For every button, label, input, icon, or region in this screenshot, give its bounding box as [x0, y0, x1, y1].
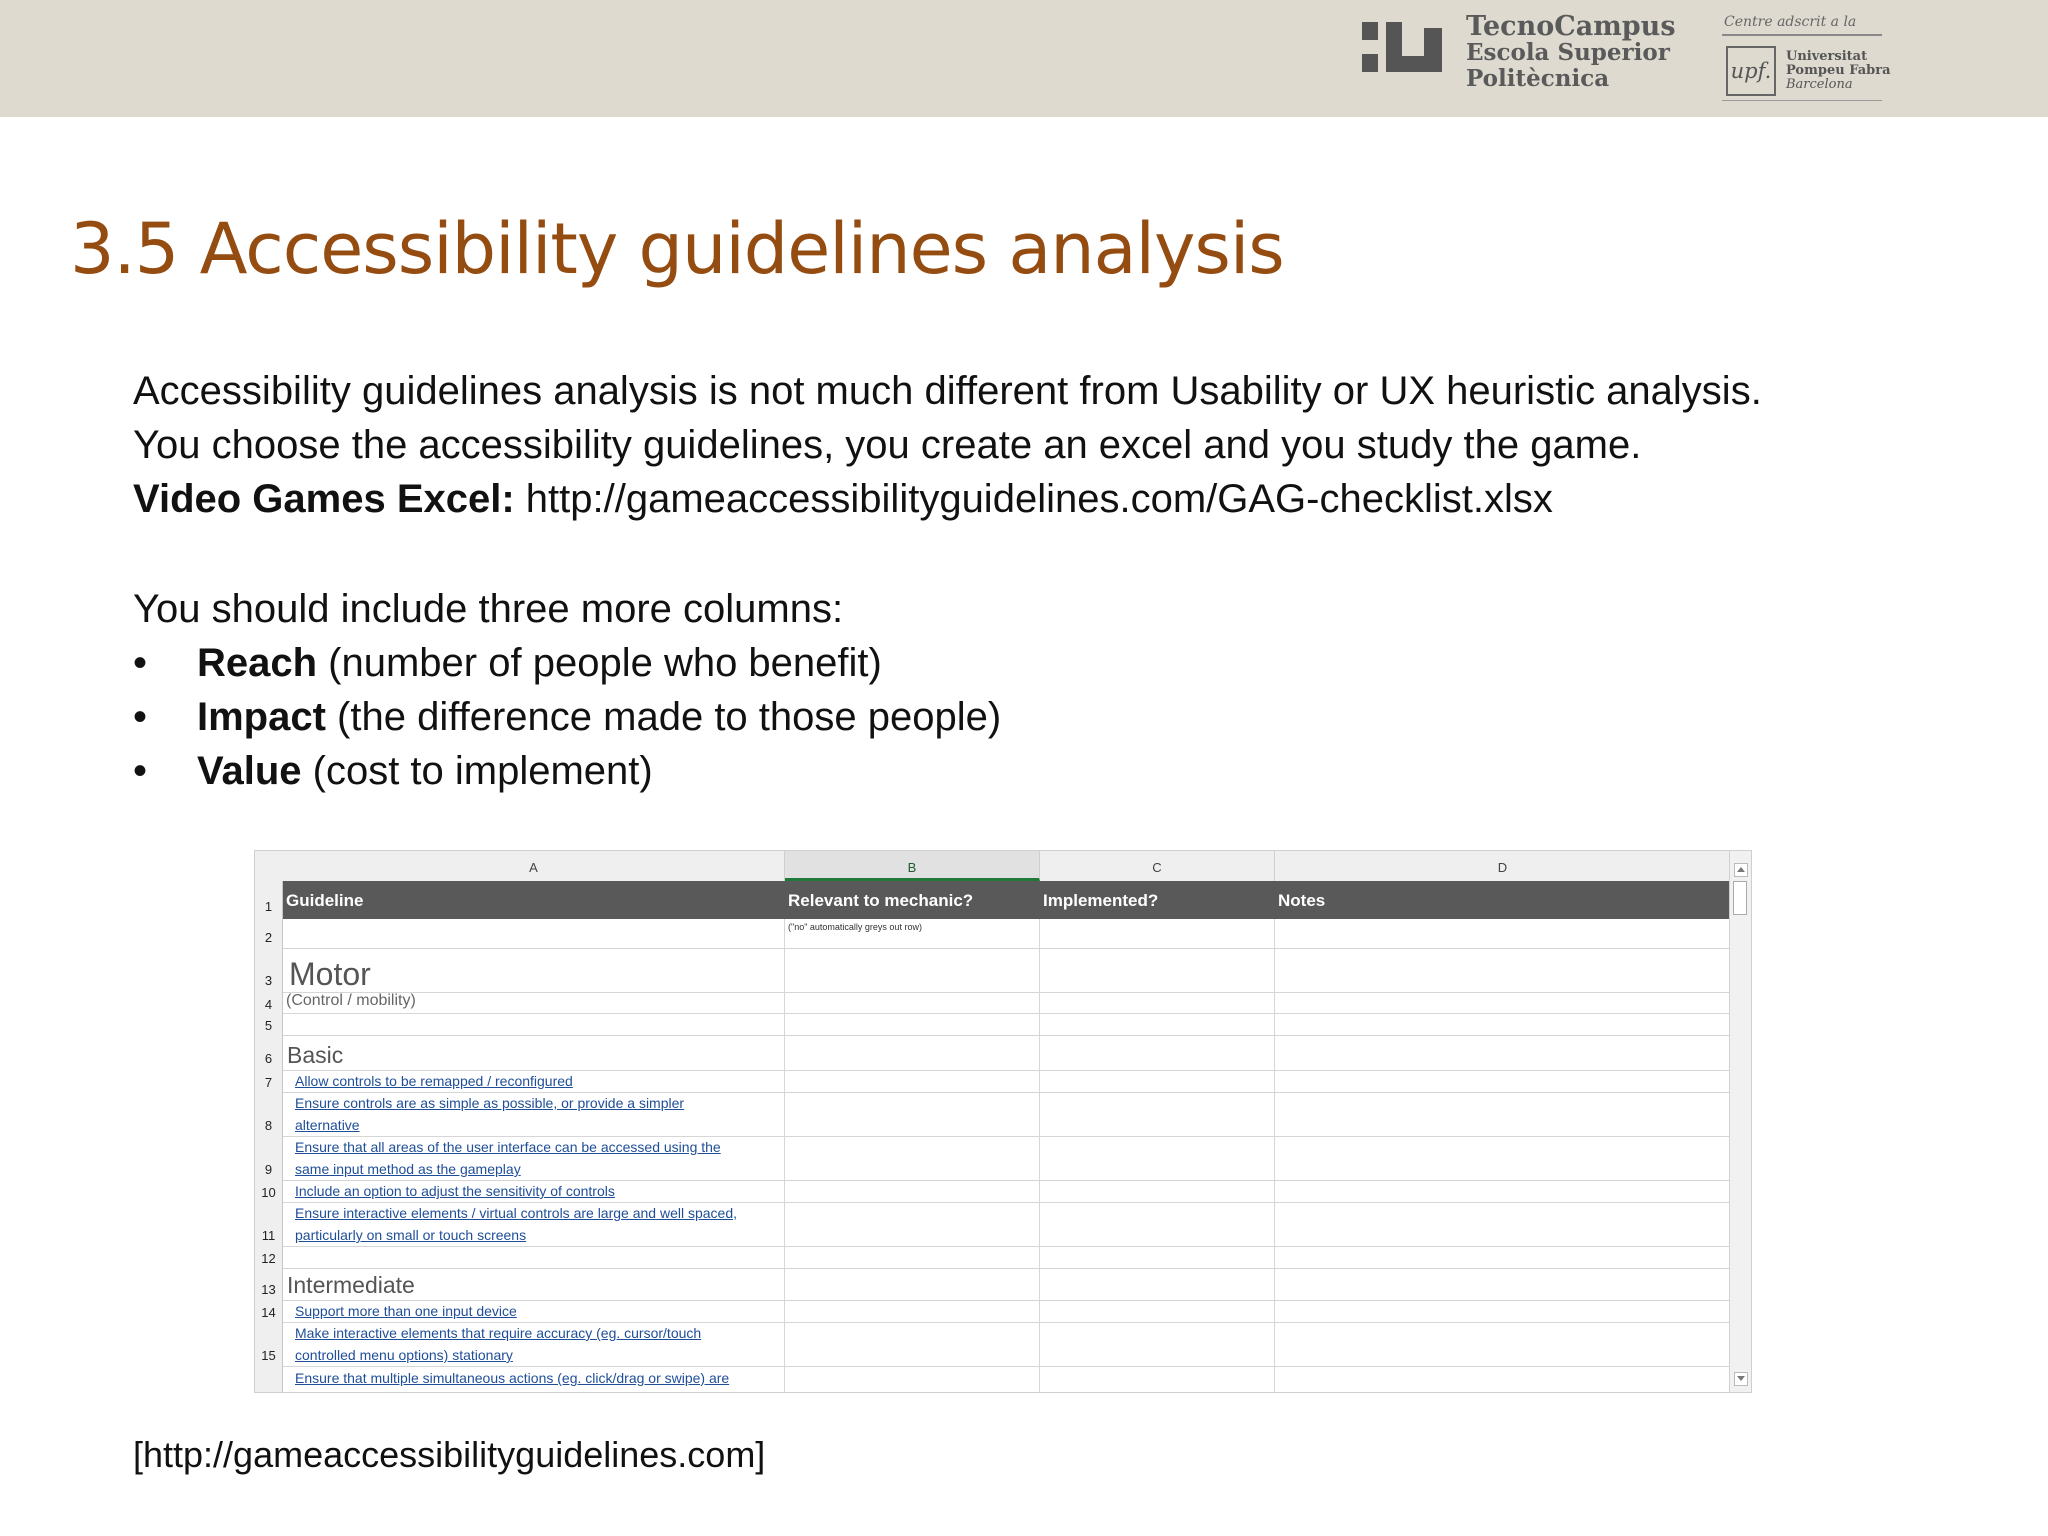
upf-caption: Centre adscrit a la — [1724, 14, 1857, 30]
cell[interactable] — [1275, 1269, 1730, 1300]
row-number[interactable]: 6 — [264, 1051, 273, 1066]
row-number[interactable]: 3 — [264, 973, 273, 988]
cell[interactable] — [785, 1269, 1040, 1300]
cell[interactable] — [1275, 1093, 1730, 1136]
table-row — [283, 949, 1729, 993]
header-implemented[interactable]: Implemented? — [1043, 891, 1159, 910]
cell[interactable] — [785, 949, 1040, 992]
section-intermediate: Intermediate — [287, 1272, 415, 1298]
grey-out-note: ("no" automatically greys out row) — [788, 922, 922, 932]
bullet-icon: • — [133, 749, 148, 793]
guideline-link[interactable]: Ensure interactive elements / virtual controls are large and well spaced, — [295, 1205, 737, 1221]
cell[interactable] — [785, 1036, 1040, 1070]
bullet-icon: • — [133, 695, 148, 739]
cell[interactable] — [283, 1247, 785, 1268]
cell[interactable] — [785, 1071, 1040, 1092]
row-number[interactable]: 11 — [261, 1228, 276, 1243]
guideline-link[interactable]: particularly on small or touch screens — [295, 1227, 527, 1243]
guideline-link[interactable]: Ensure that all areas of the user interface can be accessed using the — [295, 1139, 721, 1155]
cell[interactable] — [1040, 1014, 1275, 1035]
row-number[interactable]: 7 — [264, 1075, 273, 1090]
cell[interactable] — [1040, 1247, 1275, 1268]
excel-line — [133, 472, 1762, 526]
row-number[interactable]: 14 — [261, 1305, 276, 1320]
cell[interactable] — [785, 1181, 1040, 1202]
column-headers — [255, 851, 1729, 882]
excel-url: http://gameaccessibilityguidelines.com/GAG-checklist.xlsx — [514, 477, 1553, 521]
column-header-d[interactable]: D — [1497, 860, 1508, 875]
upf-divider — [1722, 34, 1882, 36]
table-row — [283, 1367, 1729, 1393]
cell[interactable] — [785, 1014, 1040, 1035]
scroll-up-icon[interactable] — [1734, 863, 1748, 877]
cell[interactable] — [1040, 1137, 1275, 1180]
cell[interactable] — [785, 993, 1040, 1013]
bullet-impact — [133, 690, 1762, 744]
cell[interactable] — [283, 949, 785, 992]
cell[interactable] — [1040, 1203, 1275, 1246]
header-band — [0, 0, 2048, 117]
cell[interactable] — [1040, 1269, 1275, 1300]
cell[interactable] — [283, 1181, 785, 1202]
bullet-value-bold: Value — [197, 749, 302, 793]
section-basic: Basic — [287, 1042, 344, 1068]
cell[interactable] — [283, 1014, 785, 1035]
guideline-link[interactable]: Include an option to adjust the sensitivity of controls — [295, 1183, 615, 1199]
tecnocampus-line1: TecnoCampus — [1466, 11, 1676, 42]
cell[interactable] — [283, 993, 785, 1013]
cell[interactable] — [283, 1323, 785, 1366]
cell[interactable] — [1040, 1036, 1275, 1070]
guideline-link[interactable]: Allow controls to be remapped / reconfigured — [295, 1073, 573, 1089]
upf-line1: Universitat — [1786, 49, 1868, 64]
guideline-link[interactable]: Make interactive elements that require accuracy (eg. cursor/touch — [295, 1325, 702, 1341]
columns-intro: You should include three more columns: — [133, 587, 844, 631]
table-header-row — [283, 881, 1729, 919]
header-guideline[interactable]: Guideline — [286, 891, 364, 910]
cell[interactable] — [785, 1093, 1040, 1136]
bullet-reach-text: (number of people who benefit) — [317, 641, 882, 685]
guideline-link[interactable]: same input method as the gameplay — [295, 1161, 521, 1177]
scroll-down-icon[interactable] — [1734, 1372, 1748, 1386]
cell[interactable] — [283, 1203, 785, 1246]
cell[interactable] — [1040, 993, 1275, 1013]
section-motor: Motor — [289, 956, 371, 992]
cell[interactable] — [1040, 919, 1275, 948]
cell[interactable] — [785, 1247, 1040, 1268]
spreadsheet-image — [254, 850, 1752, 1393]
row-number[interactable]: 10 — [261, 1185, 276, 1200]
cell[interactable] — [1275, 1323, 1730, 1366]
cell[interactable] — [1040, 949, 1275, 992]
table-row — [283, 1203, 1729, 1247]
guideline-link[interactable]: Support more than one input device — [295, 1303, 517, 1319]
row-number[interactable]: 9 — [264, 1162, 273, 1177]
column-header-b[interactable]: B — [785, 851, 1040, 881]
table-row — [283, 919, 1729, 949]
cell[interactable] — [1275, 1181, 1730, 1202]
tecnocampus-logo-icon — [1360, 18, 1444, 78]
table-row — [283, 993, 1729, 1014]
cell[interactable] — [1040, 1093, 1275, 1136]
table-row — [283, 1014, 1729, 1036]
guideline-link[interactable]: Ensure controls are as simple as possible, or provide a simpler — [295, 1095, 685, 1111]
row-number[interactable]: 4 — [264, 997, 273, 1012]
cell[interactable] — [283, 1093, 785, 1136]
row-number[interactable]: 8 — [264, 1118, 273, 1133]
guideline-link[interactable]: Ensure that multiple simultaneous actions (eg. click/drag or swipe) are — [295, 1370, 730, 1386]
cell[interactable] — [1275, 919, 1730, 948]
guideline-link[interactable]: controlled menu options) stationary — [295, 1347, 513, 1363]
row-number[interactable]: 1 — [264, 899, 273, 914]
table-row — [283, 1247, 1729, 1269]
cell[interactable] — [283, 1071, 785, 1092]
cell[interactable] — [785, 1203, 1040, 1246]
cell[interactable] — [1040, 1367, 1275, 1393]
tecnocampus-line2: Escola Superior — [1466, 39, 1670, 66]
upf-divider-bottom — [1722, 100, 1882, 101]
bullet-value-text: (cost to implement) — [301, 749, 653, 793]
column-header-c[interactable]: C — [1040, 851, 1275, 881]
bullet-value — [133, 744, 1762, 798]
bullet-reach-bold: Reach — [197, 641, 318, 685]
row-number[interactable]: 12 — [261, 1251, 276, 1266]
cell[interactable] — [1275, 1367, 1730, 1393]
row-headers — [255, 881, 283, 1392]
cell[interactable] — [283, 1367, 785, 1393]
tecnocampus-name — [1466, 11, 1676, 92]
column-header-a[interactable]: A — [283, 851, 785, 881]
cell[interactable] — [785, 919, 1040, 948]
cell[interactable] — [283, 1269, 785, 1300]
paragraph-2: You choose the accessibility guidelines, you create an excel and you study the game. — [133, 423, 1642, 467]
cell[interactable] — [1275, 993, 1730, 1013]
sheet-grid — [283, 881, 1729, 1392]
slide-body — [133, 364, 1762, 798]
row-number[interactable]: 2 — [264, 930, 273, 945]
cell[interactable] — [1275, 1247, 1730, 1268]
guideline-link[interactable]: alternative — [295, 1117, 360, 1133]
cell[interactable] — [283, 1036, 785, 1070]
bullet-icon: • — [133, 641, 148, 685]
bullet-impact-text: (the difference made to those people) — [325, 695, 1002, 739]
table-row — [283, 1071, 1729, 1093]
vertical-scrollbar[interactable] — [1729, 851, 1751, 1392]
upf-logo-icon: upf. — [1726, 46, 1776, 96]
cell[interactable] — [1275, 1036, 1730, 1070]
upf-line3: Barcelona — [1786, 77, 1853, 92]
slide-title: 3.5 Accessibility guidelines analysis — [70, 208, 1284, 290]
cell[interactable] — [785, 1301, 1040, 1322]
cell[interactable] — [1275, 949, 1730, 992]
cell[interactable] — [283, 919, 785, 948]
cell[interactable] — [1040, 1181, 1275, 1202]
cell[interactable] — [1040, 1301, 1275, 1322]
table-row — [283, 1036, 1729, 1071]
table-row — [283, 1181, 1729, 1203]
cell[interactable] — [283, 1137, 785, 1180]
bullet-reach — [133, 636, 1762, 690]
excel-label: Video Games Excel: — [133, 477, 515, 521]
cell[interactable] — [785, 1323, 1040, 1366]
paragraph-1: Accessibility guidelines analysis is not much different from Usability or UX heuristic analysis. — [133, 369, 1762, 413]
table-row — [283, 1301, 1729, 1323]
tecnocampus-line3: Politècnica — [1466, 65, 1610, 92]
scroll-thumb[interactable] — [1733, 881, 1747, 915]
header-relevant[interactable]: Relevant to mechanic? — [788, 891, 974, 910]
cell[interactable] — [1040, 1323, 1275, 1366]
upf-name — [1786, 50, 1891, 92]
cell[interactable] — [1275, 1137, 1730, 1180]
source-citation: [http://gameaccessibilityguidelines.com] — [133, 1434, 766, 1475]
cell[interactable] — [1275, 1014, 1730, 1035]
cell[interactable] — [1275, 1301, 1730, 1322]
row-number[interactable]: 15 — [261, 1348, 276, 1363]
cell[interactable] — [1040, 1071, 1275, 1092]
table-row — [283, 1323, 1729, 1367]
row-number[interactable]: 13 — [261, 1282, 276, 1297]
table-row — [283, 1269, 1729, 1301]
header-notes[interactable]: Notes — [1278, 891, 1326, 910]
cell[interactable] — [1275, 1203, 1730, 1246]
bullet-impact-bold: Impact — [197, 695, 326, 739]
row-number[interactable]: 5 — [264, 1018, 273, 1033]
cell[interactable] — [785, 1367, 1040, 1393]
spacer — [133, 526, 1762, 582]
table-row — [283, 1093, 1729, 1137]
section-motor-sub: (Control / mobility) — [286, 992, 416, 1009]
table-row — [283, 1137, 1729, 1181]
cell[interactable] — [785, 1137, 1040, 1180]
cell[interactable] — [283, 1301, 785, 1322]
upf-line2: Pompeu Fabra — [1786, 63, 1891, 78]
cell[interactable] — [1275, 1071, 1730, 1092]
